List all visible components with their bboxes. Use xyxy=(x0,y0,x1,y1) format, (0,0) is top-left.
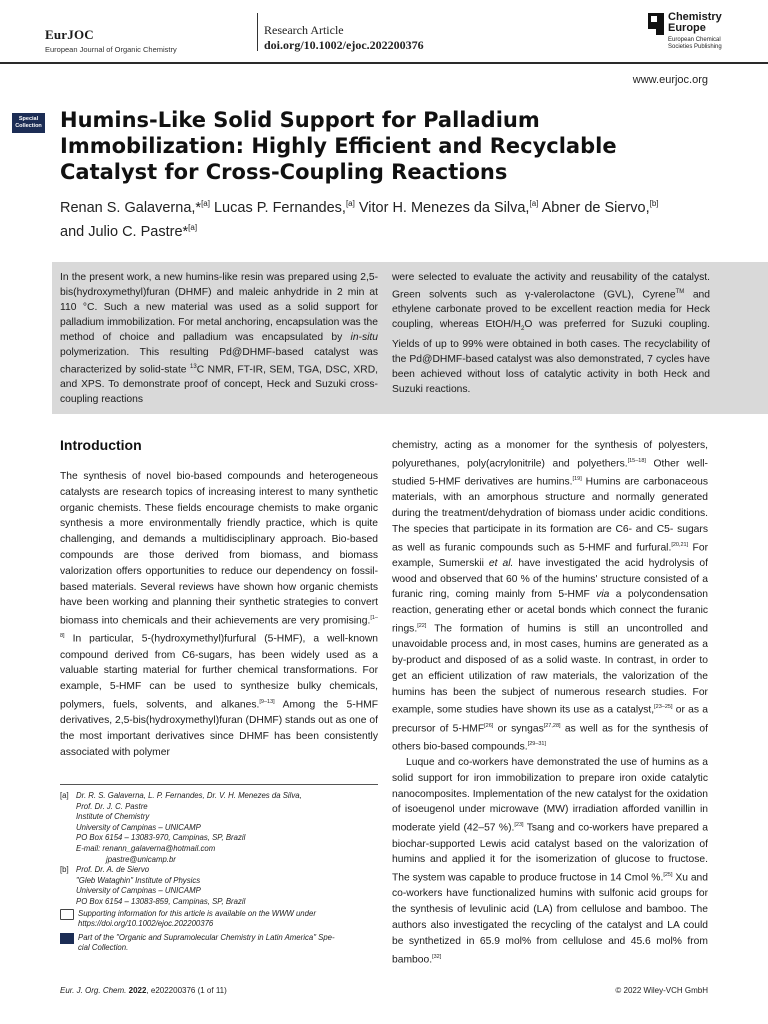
paragraph: chemistry, acting as a monomer for the synthesis of polyesters, polyurethanes, poly(acrylonitrile) and polyethers.[15–18] Other well-studied 5-HMF derivatives are humins.[19] Humins are carbonaceous materials, with an amorphous structure and normally generated during the treatment/dehydration of biomass under acidic conditions. The species that participate in its formation are C6- and C5- sugars as well as furanic compounds such as 5-HMF and furfural.[20,21] For example, Sumerskii et al. have investigated the acid hydrolysis of wood and observed that 60 % of the humins' structure consisted of a furanic ring, coming mainly from 5-HMF via a polycondensation reaction, generating ether or acetal bonds which connect the furanic rings.[22] The formation of humins is still an uncontrolled and unavoidable process and, in most cases, humins are generated as a by-product and disposed of as a solid waste. In contrast, in order to get an efficient utilization of raw materials, the valorization of the humins has been the subject of numerous research studies. For example, some studies have shown its use as a catalyst,[23–25] or as a precursor of 5-HMF[26] or syngas[27,28] as well as for the synthesis of others bio-based compounds.[29–31] xyxy=(392,440,709,753)
citation-link[interactable]: [19] xyxy=(572,476,582,483)
author-affiliation: [a] xyxy=(201,199,210,208)
abstract-box xyxy=(52,262,768,414)
special-collection-badge xyxy=(12,113,45,133)
citation-link[interactable]: [27,28] xyxy=(543,722,561,729)
abstract-right-column: were selected to evaluate the activity and reusability of the catalyst. Green solvents such as γ-valerolactone (GVL), Cyrene™ and ethylene carbonate proved to be excellent reaction media for Heck coupling, whereas EtOH/$H_2O$ was preferred for Suzuki coupling. Yields of up to 99% were obtained in both cases. The recyclability of the Pd@DHMF-based catalyst was also demonstrated, 7 cycles have been achieved without loss of catalytic activity in both Heck and Suzuki reactions. xyxy=(392,272,711,396)
special-collection-note: Part of the "Organic and Supramolecular Chemistry in Latin America" Spe- cial Collection. xyxy=(60,933,378,954)
author-affiliation: [a] xyxy=(345,199,355,208)
journal-masthead xyxy=(45,27,177,54)
publisher-subtitle-line-2: Societies Publishing xyxy=(668,44,722,50)
citation-link[interactable]: [23–25] xyxy=(654,704,673,711)
footnote-a: [a] Dr. R. S. Galaverna, L. P. Fernandes, Dr. V. H. Menezes da Silva, xyxy=(60,791,302,800)
paragraph: Luque and co-workers have demonstrated the use of humins as a solid support for iron immobilization to prepare iron oxide catalytic nanocomposites. Implementation of the new catalyst for the oxidation of isoeugenol under microwave (MW) irradiation afforded vanillin in moderate yield (42–57 %).[23] Tsang and co-workers have prepared a biochar-supported Lewis acid catalyst based on the valorization of humins and applied it for the isomerization of glucose to fructose. The system was capable to produce fructose in 14 Cmol %.[25] Xu and co-workers have functionalized humins with sulfonic acid groups for the synthesis of levulinic acid (LA) from cellulose and bamboo. The authors also investigated the recycling of the catalyst and LA could be synthetized in 65.9 mol% from cellulose and 45.6 mol% from bamboo.[32] xyxy=(392,757,709,965)
supporting-info-computer-icon xyxy=(60,909,74,920)
citation-link[interactable]: [25] xyxy=(663,872,673,879)
supporting-info-note: Supporting information for this article is available on the WWW under https://doi.org/10.1002/ejoc.202200376 xyxy=(60,909,378,930)
body-right-column xyxy=(392,438,708,968)
page-footer-citation: Eur. J. Org. Chem. 2022, e202200376 (1 of 11) xyxy=(60,986,227,995)
author-name: Renan S. Galaverna,* xyxy=(60,199,202,216)
page-footer-copyright: © 2022 Wiley-VCH GmbH xyxy=(615,986,708,995)
author-affiliation: [a] xyxy=(529,199,539,208)
citation-link[interactable]: [29–31] xyxy=(527,740,547,747)
citation-link[interactable]: [9–13] xyxy=(259,699,275,705)
publisher-logo xyxy=(648,12,722,51)
author-name: Vitor H. Menezes da Silva, xyxy=(354,199,530,216)
publisher-subtitle-line-1: European Chemical xyxy=(668,37,721,43)
paragraph: The synthesis of novel bio-based compounds and heterogeneous catalysts are research topics of increasing interest to many synthetic organic chemists. These fields encourage chemists to make organic synthesis a more environmentally friendly practice, which is quite challenging, and demands a multidisciplinary approach. Bio-based compounds are those derived from biomass, and biomass valorization offers opportunities to reduce our dependency on fossil-based materials. Several reviews have shown how organic chemists have been working and planning their synthetic strategies to convert biomass into chemicals and their achievements are very promising.[1–8] In particular, 5-(hydroxymethyl)furfural (5-HMF), a well-known compound derived from C6-sugars, has been widely used as a valuable starting material for further chemical transformations. For example, 5-HMF can be used to synthesize bulky chemicals, polymers, fuels, solvents, and alkanes.[9–13] Among the 5-HMF derivatives, 2,5-bis(hydroxymethyl)furan (DHMF) stands out as one of the most important derivatives since DHMF has been consistently associated with polymer xyxy=(60,471,378,758)
abstract-left-column: In the present work, a new humins-like resin was prepared using 2,5-bis(hydroxymethyl)furan (DHMF) and maleic anhydride in 2 min at 110 °C. Such a new material was used as a solid support for palladium immobilization. For metal anchoring, encapsulation was the method of choice and palladium was encapsulated by in-situ polymerization. This resulting Pd@DHMF-based catalyst was characterized by solid-state $^{13}$C NMR, FT-IR, SEM, TGA, DSC, XRD, and XPS. To demonstrate proof of concept, Heck and Suzuki cross-coupling reactions xyxy=(60,272,378,406)
publisher-name-line-1: Chemistry xyxy=(668,11,722,23)
affiliation-footnotes: [a] Dr. R. S. Galaverna, L. P. Fernandes, Dr. V. H. Menezes da Silva, Prof. Dr. J. C. Pastre Institute of Chemistry University of Campinas – UNICAMP PO Box 6154 – 13083-970, Campinas, SP, Brazil E-mail: renann_galaverna@hotmail.com jpastre@unicamp.br [b] Prof. Dr. A. de Siervo "Gleb Wataghin" Institute of Physics University of Campinas – UNICAMP PO Box 6154 – 13083-859, Campinas, SP, Brazil Supporting information for this article is available on the WWW under https://doi.org/10.1002/ejoc.202200376 Part of the "Organic and Supramolecular Chemistry in Latin America" Spe- cial Collection. xyxy=(60,784,378,954)
citation-link[interactable]: [20,21] xyxy=(671,541,689,548)
citation-link[interactable]: [32] xyxy=(432,953,442,960)
citation-link[interactable]: [26] xyxy=(484,722,494,729)
journal-full-name: European Journal of Organic Chemistry xyxy=(45,45,177,54)
special-collection-icon xyxy=(60,933,74,944)
page-header xyxy=(0,0,768,64)
header-divider xyxy=(257,13,258,51)
header-rule xyxy=(0,62,768,64)
author-name: Lucas P. Fernandes, xyxy=(209,199,346,216)
article-type: Research Article xyxy=(264,23,344,37)
footnote-tag: [a] xyxy=(60,791,69,800)
supporting-info-link[interactable]: https://doi.org/10.1002/ejoc.202200376 xyxy=(78,919,214,929)
citation-link[interactable]: [22] xyxy=(417,623,427,630)
journal-website-link[interactable]: www.eurjoc.org xyxy=(632,74,708,86)
badge-line-1: Special xyxy=(18,116,39,122)
badge-line-2: Collection xyxy=(15,123,42,129)
author-name: Abner de Siervo, xyxy=(538,199,650,216)
article-title: Humins-Like Solid Support for Palladium Immobilization: Highly Efficient and Recyclable Catalyst for Cross-Coupling Reactions xyxy=(60,108,617,184)
corresponding-email[interactable]: jpastre@unicamp.br xyxy=(106,854,176,864)
footnote-b: [b] Prof. Dr. A. de Siervo xyxy=(60,865,150,875)
section-heading-introduction: Introduction xyxy=(60,437,142,453)
citation-link[interactable]: [1–8] xyxy=(60,615,378,640)
publisher-name-line-2: Europe xyxy=(668,22,706,34)
article-doi-link[interactable]: doi.org/10.1002/ejoc.202200376 xyxy=(264,38,424,52)
footnote-tag: [b] xyxy=(60,865,69,875)
author-affiliation: [b] xyxy=(649,199,659,208)
author-name: and Julio C. Pastre* xyxy=(60,223,189,240)
chemistry-europe-logo-icon xyxy=(648,13,664,35)
author-list xyxy=(60,194,720,242)
citation-link[interactable]: [15–18] xyxy=(627,457,646,464)
corresponding-email[interactable]: E-mail: renann_galaverna@hotmail.com xyxy=(76,843,216,853)
citation-link[interactable]: [23] xyxy=(514,822,524,829)
author-affiliation: [a] xyxy=(188,222,198,232)
article-meta xyxy=(264,23,424,53)
body-left-column xyxy=(60,469,378,761)
journal-abbreviation: EurJOC xyxy=(45,27,94,42)
